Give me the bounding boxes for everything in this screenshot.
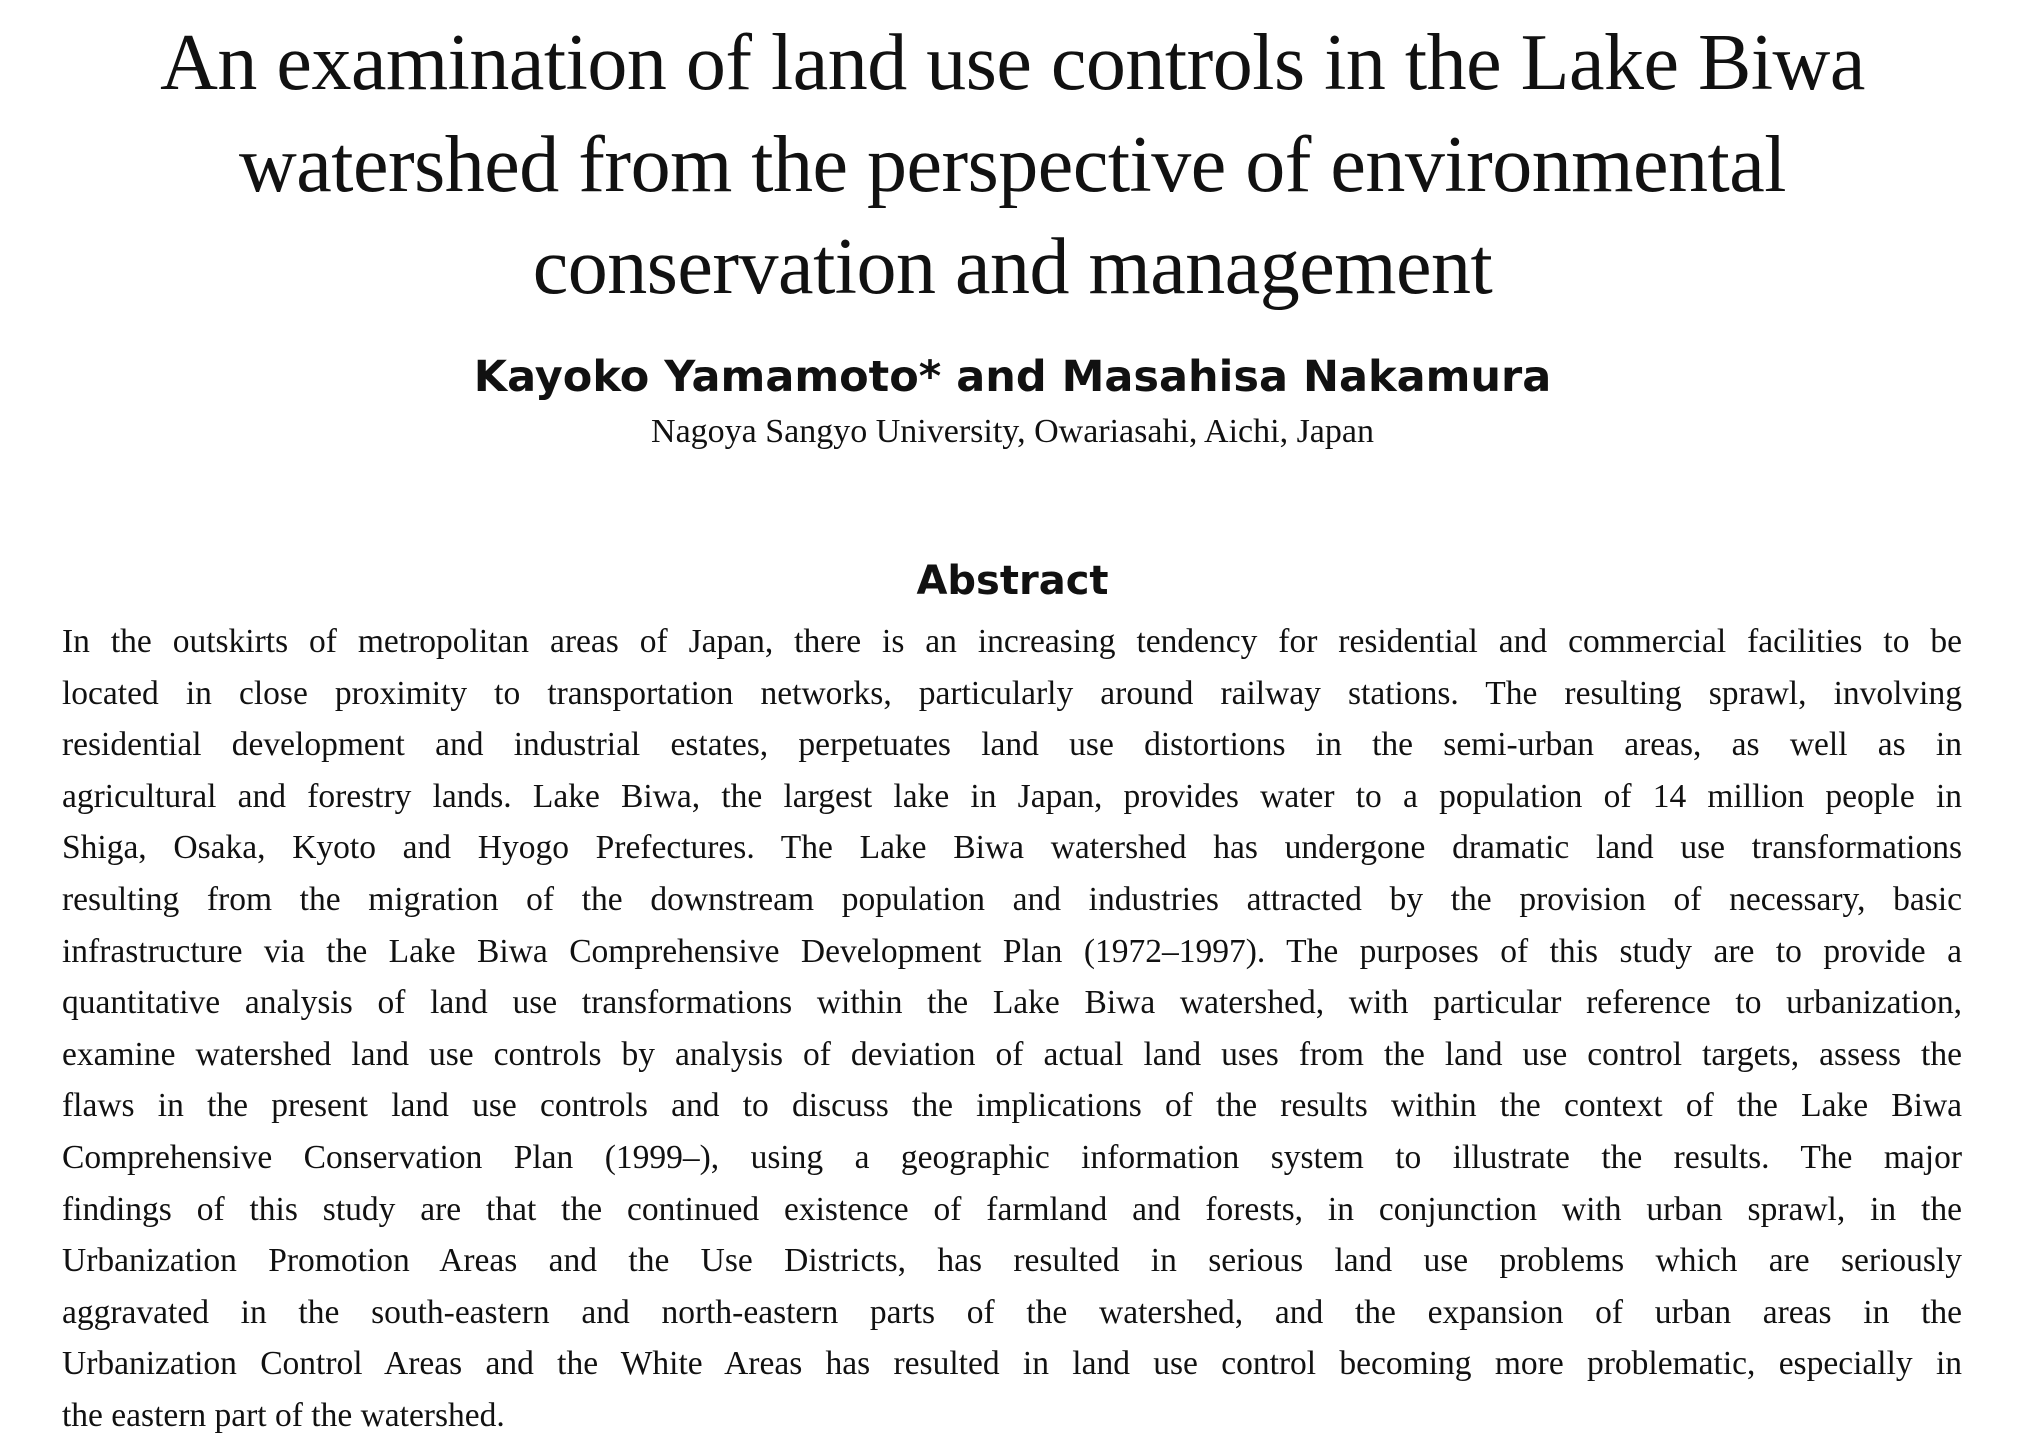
abstract-heading: Abstract xyxy=(916,558,1109,604)
abstract-line: infrastructure via the Lake Biwa Comprehensive Development Plan (1972–1997). The purposes of this study are to provide a xyxy=(62,932,1962,970)
abstract-line: findings of this study are that the continued existence of farmland and forests, in conjunction with urban sprawl, in the xyxy=(62,1190,1962,1228)
paper-title xyxy=(100,12,1925,318)
abstract-line: Urbanization Control Areas and the White Areas has resulted in land use control becoming more problematic, especially in xyxy=(62,1345,1962,1383)
abstract-line: examine watershed land use controls by analysis of deviation of actual land uses from the land use control targets, assess the xyxy=(62,1035,1962,1073)
abstract-line: Urbanization Promotion Areas and the Use Districts, has resulted in serious land use problems which are seriously xyxy=(62,1242,1962,1280)
abstract-line: Comprehensive Conservation Plan (1999–), using a geographic information system to illustrate the results. The major xyxy=(62,1138,1962,1176)
title-line: An examination of land use controls in the Lake Biwa xyxy=(160,19,1865,107)
abstract-line: agricultural and forestry lands. Lake Biwa, the largest lake in Japan, provides water to a population of 14 million people in xyxy=(62,777,1962,815)
author-list: Kayoko Yamamoto* and Masahisa Nakamura xyxy=(473,352,1552,402)
title-line: watershed from the perspective of environmental xyxy=(238,121,1786,209)
abstract-line: resulting from the migration of the downstream population and industries attracted by the provision of necessary, basic xyxy=(62,880,1962,918)
abstract-line: Shiga, Osaka, Kyoto and Hyogo Prefectures. The Lake Biwa watershed has undergone dramatic land use transformations xyxy=(62,829,1962,867)
abstract-line: located in close proximity to transportation networks, particularly around railway stations. The resulting sprawl, involving xyxy=(62,674,1962,712)
title-line: conservation and management xyxy=(532,223,1493,311)
abstract-line: residential development and industrial estates, perpetuates land use distortions in the semi-urban areas, as well as in xyxy=(62,726,1962,764)
abstract-line: flaws in the present land use controls and to discuss the implications of the results within the context of the Lake Biwa xyxy=(62,1087,1962,1125)
abstract-line: In the outskirts of metropolitan areas of Japan, there is an increasing tendency for residential and commercial facilities to be xyxy=(62,623,1962,660)
abstract-body xyxy=(62,616,1962,1442)
author-affiliation: Nagoya Sangyo University, Owariasahi, Aichi, Japan xyxy=(651,413,1374,450)
abstract-line: quantitative analysis of land use transformations within the Lake Biwa watershed, with particular reference to urbanization, xyxy=(62,984,1962,1022)
abstract-line: aggravated in the south-eastern and north-eastern parts of the watershed, and the expansion of urban areas in the xyxy=(62,1293,1962,1331)
abstract-line: the eastern part of the watershed. xyxy=(62,1396,505,1434)
